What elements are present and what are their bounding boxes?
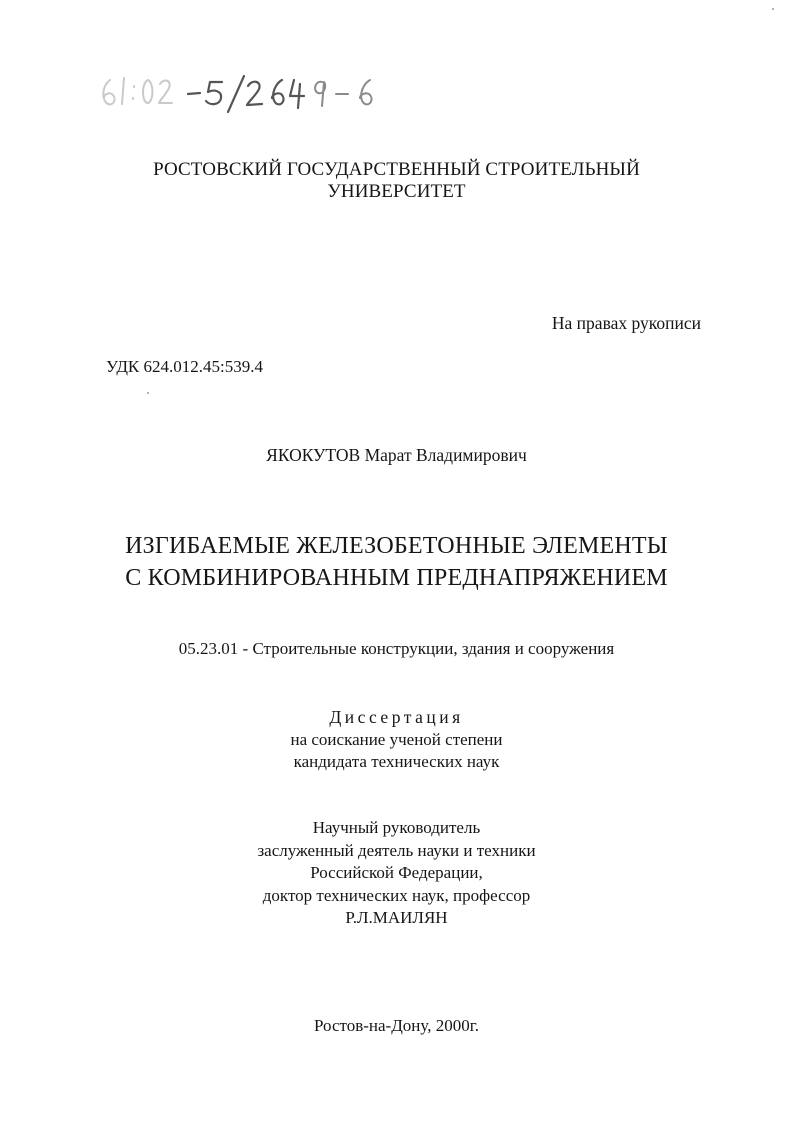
specialty-code: 05.23.01 - Строительные конструкции, здания и сооружения xyxy=(178,639,615,658)
supervisor-title-line-3: доктор технических наук, профессор xyxy=(262,886,531,905)
supervisor-name: Р.Л.МАИЛЯН xyxy=(345,908,448,927)
dissertation-title-line-2: С КОМБИНИРОВАННЫМ ПРЕДНАПРЯЖЕНИЕМ xyxy=(125,565,668,591)
udk-code: УДК 624.012.45:539.4 xyxy=(106,357,263,376)
degree-line-2: кандидата технических наук xyxy=(293,752,500,771)
supervisor-title-line-1: заслуженный деятель науки и техники xyxy=(257,841,536,860)
supervisor-label: Научный руководитель xyxy=(312,818,481,837)
dissertation-heading: Диссертация xyxy=(329,707,464,727)
rights-note: На правах рукописи xyxy=(551,313,701,333)
author-name: ЯКОКУТОВ Марат Владимирович xyxy=(266,445,527,465)
supervisor-title-line-2: Российской Федерации, xyxy=(310,863,483,882)
degree-line-1: на соискание ученой степени xyxy=(290,730,503,749)
dissertation-title-line-1: ИЗГИБАЕМЫЕ ЖЕЛЕЗОБЕТОННЫЕ ЭЛЕМЕНТЫ xyxy=(125,533,668,559)
university-name-line-1: РОСТОВСКИЙ ГОСУДАРСТВЕННЫЙ СТРОИТЕЛЬНЫЙ xyxy=(153,159,640,180)
university-name-line-2: УНИВЕРСИТЕТ xyxy=(327,181,466,202)
handwritten-archive-number xyxy=(96,70,416,120)
scan-speck xyxy=(147,392,149,394)
handwritten-number-drawing xyxy=(96,70,416,120)
scan-speck xyxy=(772,8,774,10)
place-and-year: Ростов-на-Дону, 2000г. xyxy=(314,1016,479,1035)
